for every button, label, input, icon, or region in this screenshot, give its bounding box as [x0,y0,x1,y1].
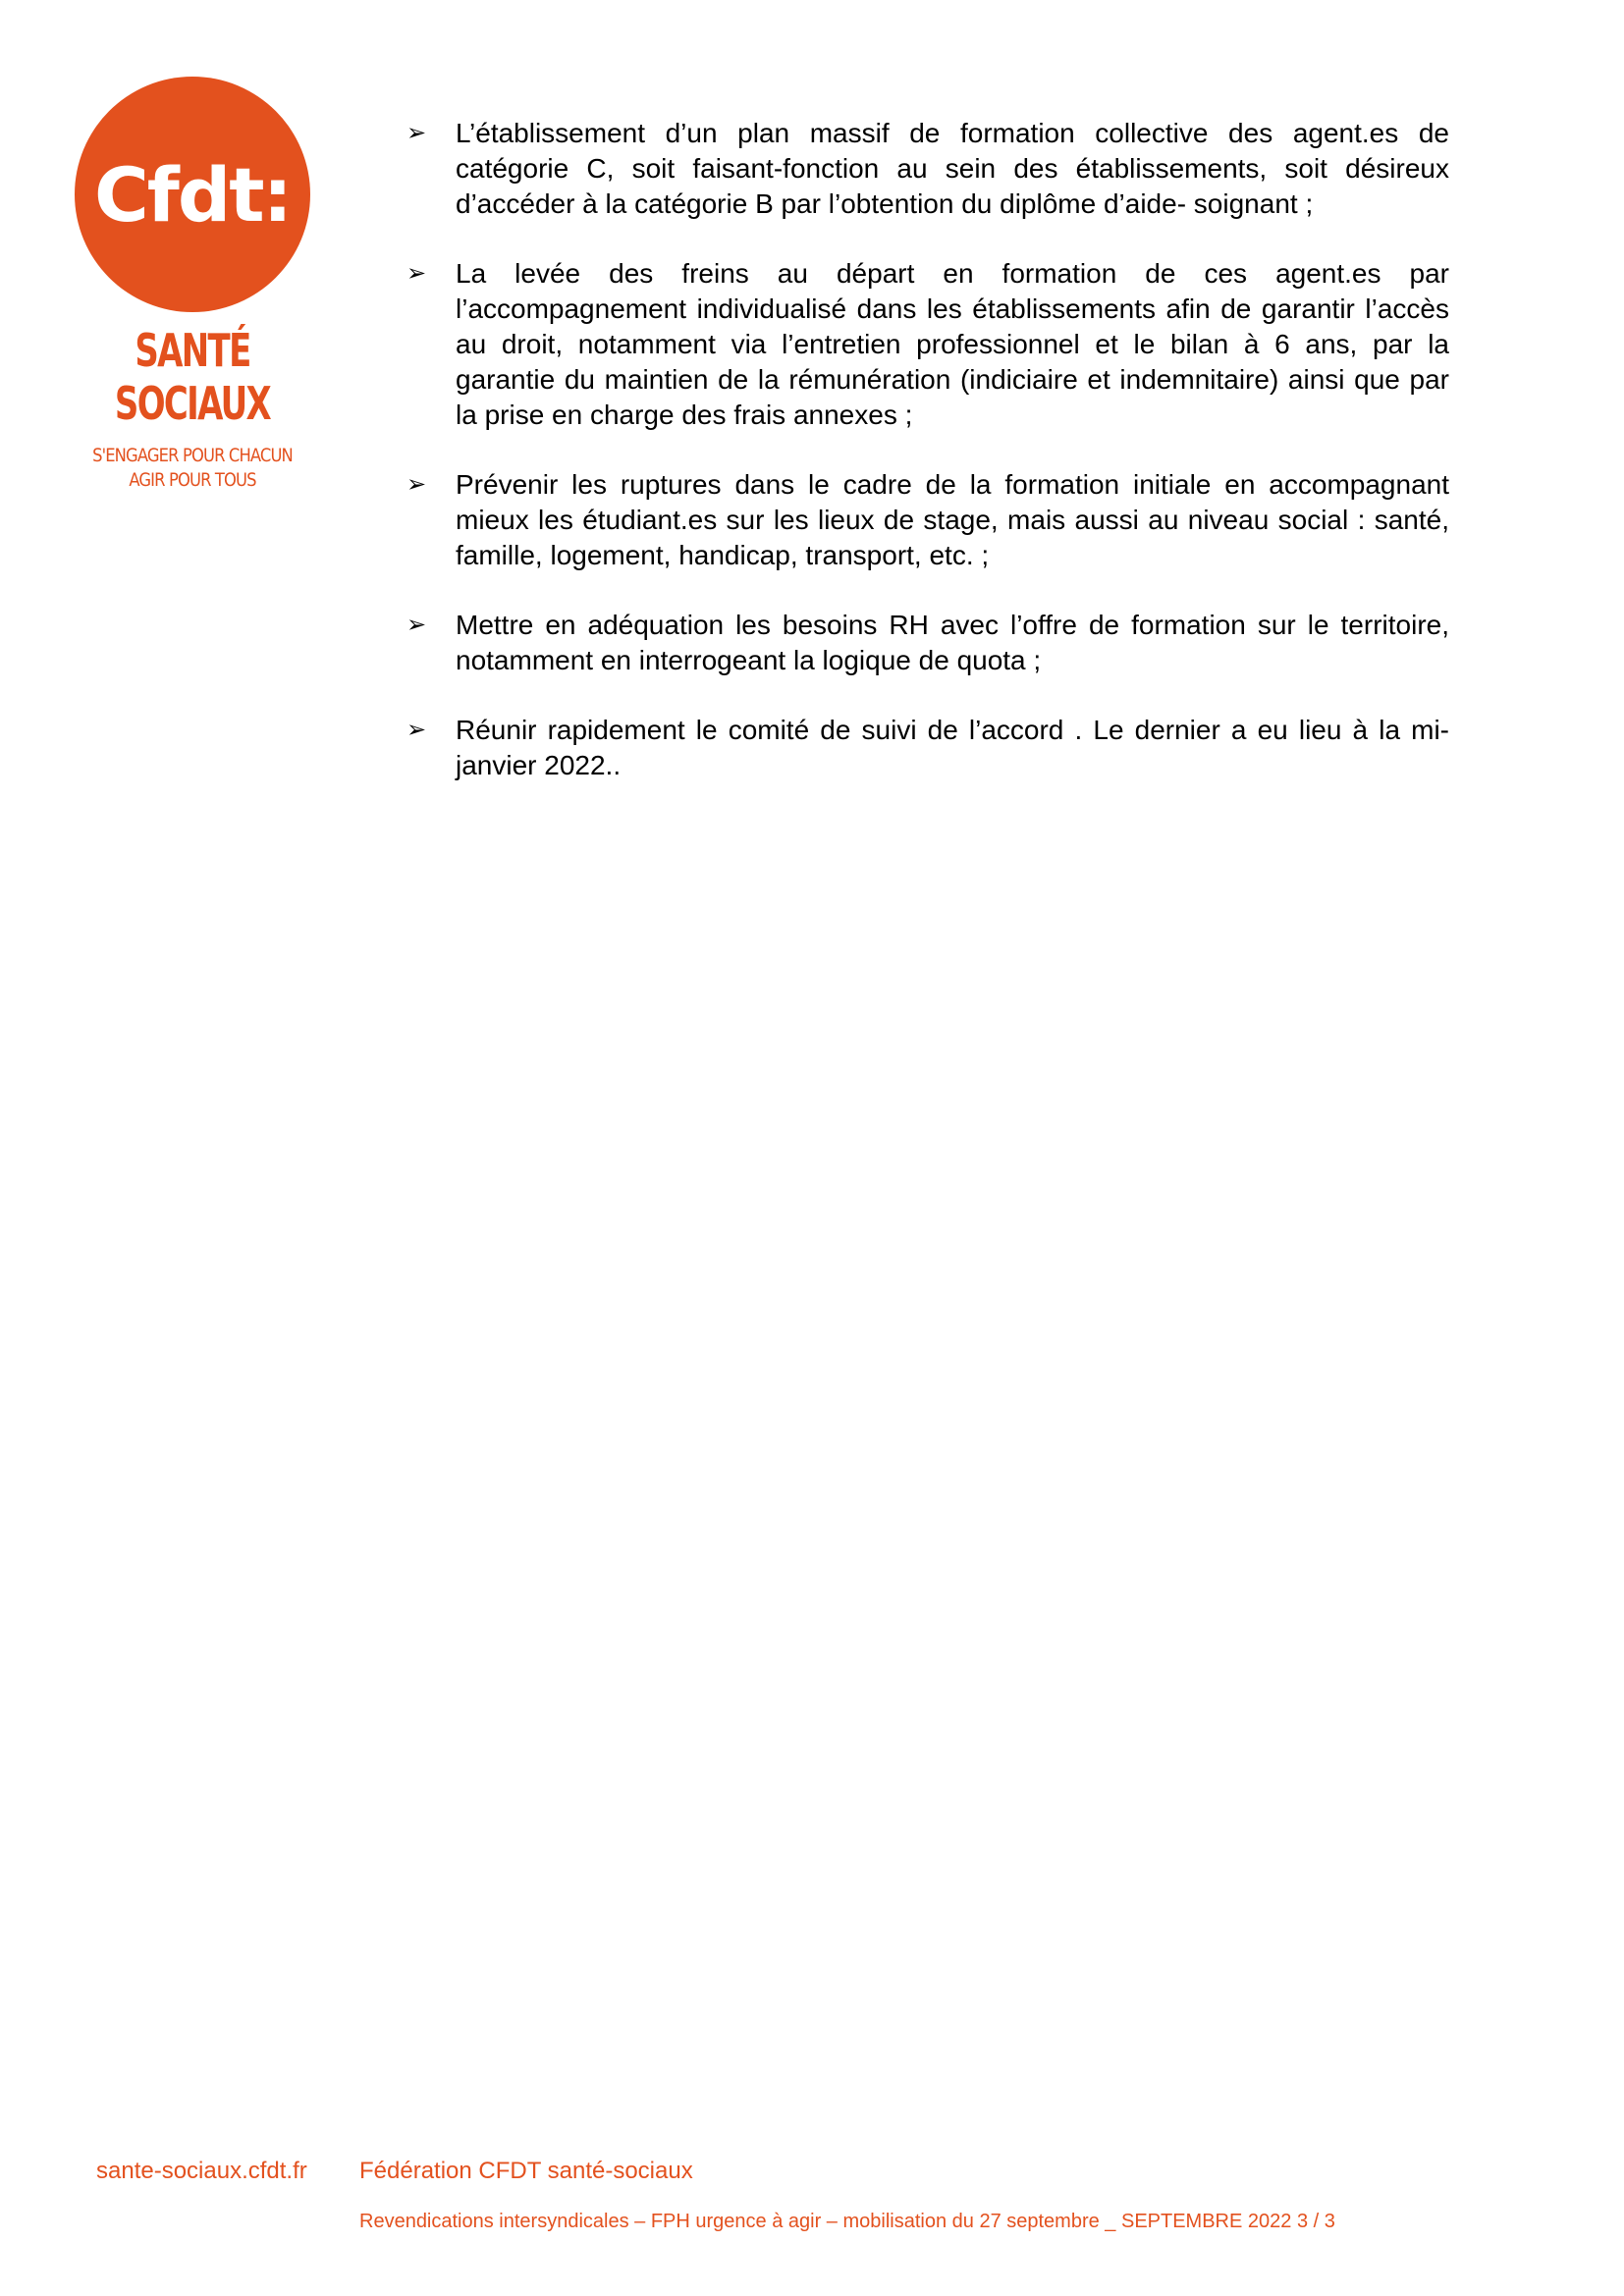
logo-title [96,324,290,430]
demands-list [406,116,1449,783]
list-item-text: L’établissement d’un plan massif de formation collective des agent.es de catégorie C, soit faisant-fonction au sein des établissements, soit désireux d’accéder à la catégorie B par l’obtention du diplôme d’aide- soignant ; [456,118,1449,219]
list-item [406,608,1449,678]
footer-federation: Fédération CFDT santé-sociaux [359,2158,693,2184]
list-item-text: Mettre en adéquation les besoins RH avec l’offre de formation sur le territoire, notamment en interrogeant la logique de quota ; [456,610,1449,675]
cfdt-logo-circle [75,77,310,312]
cfdt-logo [75,77,320,493]
arrow-bullet-icon: ➢ [406,260,427,287]
arrow-bullet-icon: ➢ [406,120,427,146]
list-item [406,256,1449,433]
logo-tagline [91,444,294,493]
list-item [406,713,1449,783]
cfdt-logo-brand: Cfdt: [94,150,291,239]
page-footer [96,2158,1451,2234]
list-item [406,116,1449,222]
footer-site-link[interactable]: sante-sociaux.cfdt.fr [96,2158,307,2184]
list-item [406,467,1449,573]
logo-title-line2: SOCIAUX [114,377,271,430]
footer-row [96,2158,1451,2185]
list-item-text: Prévenir les ruptures dans le cadre de la formation initiale en accompagnant mieux les étudiant.es sur les lieux de stage, mais aussi au niveau social : santé, famille, logement, handicap, transport, etc. ; [456,469,1449,570]
logo-tagline-line1: S'ENGAGER POUR CHACUN [92,445,293,466]
logo-title-line1: SANTÉ [135,324,250,377]
list-item-text: Réunir rapidement le comité de suivi de l’accord . Le dernier a eu lieu à la mi-janvier 2022.. [456,715,1449,780]
main-content [406,116,1449,818]
logo-tagline-line2: AGIR POUR TOUS [129,469,256,491]
arrow-bullet-icon: ➢ [406,612,427,638]
arrow-bullet-icon: ➢ [406,471,427,498]
list-item-text: La levée des freins au départ en formation de ces agent.es par l’accompagnement individualisé dans les établissements afin de garantir l’accès au droit, notamment via l’entretien professionnel et le bilan à 6 ans, par la garantie du maintien de la rémunération (indiciaire et indemnitaire) ainsi que par la prise en charge des frais annexes ; [456,258,1449,430]
footer-note: Revendications intersyndicales – FPH urgence à agir – mobilisation du 27 septembre _ SEPTEMBRE 2022 3 / 3 [359,2211,1335,2232]
arrow-bullet-icon: ➢ [406,717,427,743]
